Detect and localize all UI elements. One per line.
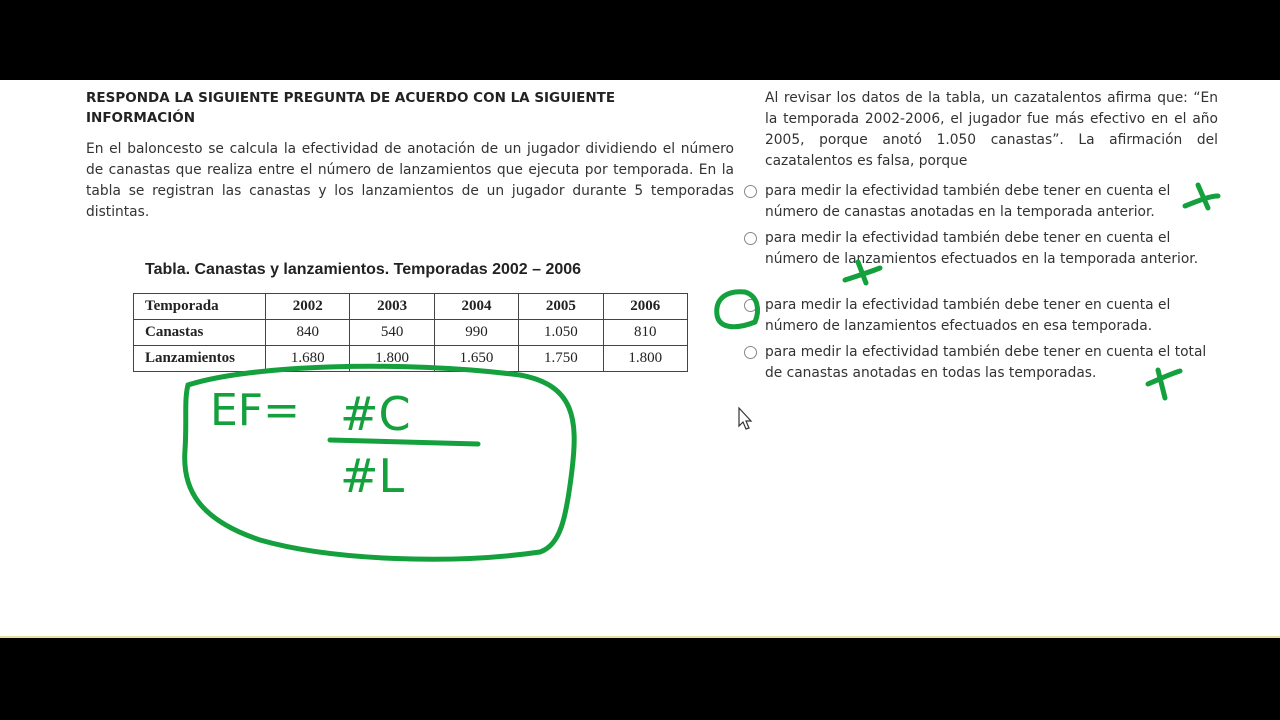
cross-mark-icon <box>1185 185 1218 208</box>
option-label: para medir la efectividad también debe tener en cuenta el número de lanzamientos efectuados en la temporada anterior. <box>765 230 1199 267</box>
table-header-cell: 2005 <box>519 294 603 320</box>
cross-mark-icon <box>1148 370 1180 398</box>
table-cell: 1.750 <box>519 346 603 372</box>
formula-lhs: EF= <box>210 385 300 436</box>
question-text: Al revisar los datos de la tabla, un cazatalentos afirma que: “En la temporada 2002-2006, el jugador fue más efectivo en el año 2005, porque anotó 1.050 canastas”. La afirmación del cazatalentos es falsa, porque <box>765 90 1218 169</box>
table-cell: 1.650 <box>434 346 518 372</box>
table-cell: 1.800 <box>350 346 434 372</box>
intro-paragraph: En el baloncesto se calcula la efectividad de anotación de un jugador dividiendo el número de canastas que realiza entre el número de lanzamientos que ejecuta por temporada. En la tabla se registran las canastas y los lanzamientos de un jugador durante 5 temporadas distintas. <box>86 141 734 220</box>
table-caption: Tabla. Canastas y lanzamientos. Temporadas 2002 – 2006 <box>145 261 582 278</box>
option-label: para medir la efectividad también debe tener en cuenta el número de lanzamientos efectuados en esa temporada. <box>765 297 1171 334</box>
table-cell: 810 <box>603 320 687 346</box>
section-heading: RESPONDA LA SIGUIENTE PREGUNTA DE ACUERDO CON LA SIGUIENTE INFORMACIÓN <box>86 90 616 126</box>
table-cell: 540 <box>350 320 434 346</box>
option-label: para medir la efectividad también debe tener en cuenta el número de canastas anotadas en la temporada anterior. <box>765 183 1171 220</box>
formula-denominator: #L <box>340 449 405 503</box>
table-cell: Canastas <box>134 320 266 346</box>
table-header-cell: 2006 <box>603 294 687 320</box>
fraction-bar <box>330 440 478 444</box>
table-header-cell: Temporada <box>134 294 266 320</box>
table-header-cell: 2002 <box>266 294 350 320</box>
option-label: para medir la efectividad también debe tener en cuenta el total de canastas anotadas en todas las temporadas. <box>765 344 1207 381</box>
table-cell: 840 <box>266 320 350 346</box>
table-cell: 1.800 <box>603 346 687 372</box>
table-cell: 990 <box>434 320 518 346</box>
table-cell: 1.680 <box>266 346 350 372</box>
formula-numerator: #C <box>340 387 411 441</box>
table-cell: Lanzamientos <box>134 346 266 372</box>
table-header-cell: 2004 <box>434 294 518 320</box>
cross-mark-icon <box>845 262 880 283</box>
table-cell: 1.050 <box>519 320 603 346</box>
mouse-cursor-icon <box>739 408 751 429</box>
selected-circle-mark <box>717 292 758 327</box>
table-header-cell: 2003 <box>350 294 434 320</box>
